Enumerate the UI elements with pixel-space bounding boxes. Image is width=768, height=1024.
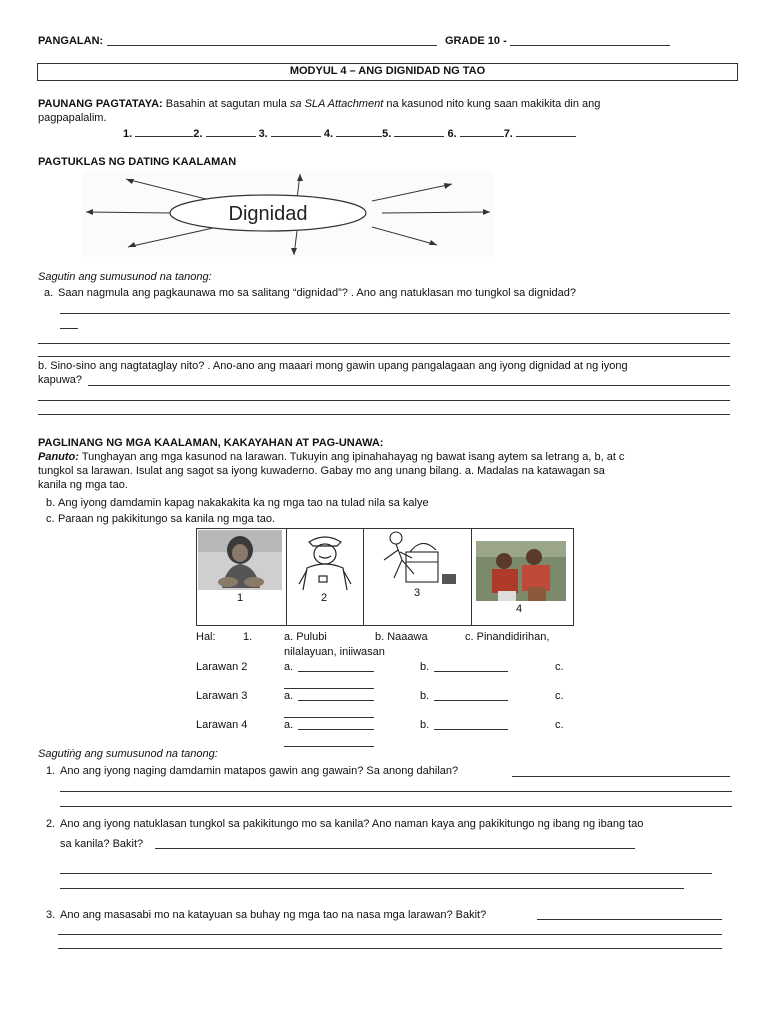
pretest-text-c: pagpapalalim. [38,112,107,124]
answer-line[interactable] [537,919,722,920]
name-label: PANGALAN: [38,35,104,47]
row-c: c. [555,690,564,702]
hal-num: 1. [243,631,253,643]
pretest-num: 1. [123,128,133,140]
row-a-field-cont[interactable] [284,688,374,689]
row-a-field[interactable] [298,700,374,701]
pretest-num: 2. [193,128,203,140]
pretest-blank[interactable] [206,126,256,137]
reflection-q2: Ano ang iyong natuklasan tungkol sa pakikitungo mo sa kanila? Ano naman kaya ang pakikitungo ng ibang ng ibang tao [60,818,644,830]
discovery-prompt: Sagutin ang sumusunod na tanong: [38,271,212,283]
row-a-field[interactable] [298,729,374,730]
pretest-text-b: na kasunod nito kung saan makikita din ang [386,98,601,110]
row-b: b. [420,690,430,702]
picture-number: 2 [321,592,328,604]
picture-4-boys [476,541,566,601]
panuto-label: Panuto: [38,451,79,463]
picture-3-scavenger [366,530,468,590]
panuto-line-2: tungkol sa larawan. Isulat ang sagot sa iyong kuwaderno. Gabay mo ang unang bilang. a. Madalas na katawagan sa [38,465,605,477]
row-b-field[interactable] [434,729,508,730]
item-c: Paraan ng pakikitungo sa kanila ng mga tao. [58,513,276,525]
pretest-label: PAUNANG PAGTATAYA: [38,98,163,110]
answer-line[interactable] [38,400,730,401]
larawan-row-label: Larawan 2 [196,661,248,673]
answer-line[interactable] [60,873,712,874]
answer-line[interactable] [60,313,730,314]
reflection-q1: Ano ang iyong naging damdamin matapos gawin ang gawain? Sa anong dahilan? [60,765,459,777]
question-b-cont: kapuwa? [38,374,83,386]
picture-number: 3 [414,587,421,599]
reflection-q1-num: 1. [46,765,56,777]
picture-2-boy [289,530,361,592]
row-c: c. [555,719,564,731]
row-a: a. [284,661,294,673]
picture-1-child [198,530,282,590]
development-heading: PAGLINANG NG MGA KAALAMAN, KAKAYAHAN AT PAG-UNAWA: [38,437,384,449]
center-word: Dignidad [228,203,308,225]
answer-line[interactable] [60,888,684,889]
reflection-q3-num: 3. [46,909,56,921]
question-b: b. Sino-sino ang nagtataglay nito? . Ano-ano ang maaari mong gawin upang pangalagaan ang iyong dignidad at ng iyong [38,360,628,372]
pretest-blank[interactable] [271,126,321,137]
item-b-letter: b. [46,497,56,509]
larawan-row-label: Larawan 3 [196,690,248,702]
pretest-answer-row [123,126,576,140]
row-b: b. [420,661,430,673]
pretest-num: 6. [447,128,457,140]
item-b: Ang iyong damdamin kapag nakakakita ka ng mga tao na tulad nila sa kalye [58,497,429,509]
pretest-blank[interactable] [460,126,504,137]
pretest-instructions [38,97,738,125]
reflection-prompt: Sagutiṅg ang sumusunod na tanong: [38,748,218,760]
hal-c: c. Pinandidirihan, [465,631,550,643]
name-field[interactable] [107,45,437,46]
picture-number: 4 [516,603,523,615]
answer-line[interactable] [512,776,730,777]
hal-b: b. Naaawa [375,631,428,643]
pretest-num: 7. [503,128,513,140]
module-title: MODYUL 4 – ANG DIGNIDAD NG TAO [289,65,486,77]
hal-c-cont: nilalayuan, iniiwasan [284,646,385,658]
question-a: Saan nagmula ang pagkaunawa mo sa salitang “dignidad”? . Ano ang natuklasan mo tungkol sa dignidad? [58,287,576,299]
answer-line[interactable] [60,806,732,807]
answer-line[interactable] [38,414,730,415]
row-b-field[interactable] [434,671,508,672]
answer-line[interactable] [38,343,730,344]
pretest-text-a: Basahin at sagutan mula [165,98,287,110]
reflection-q2-num: 2. [46,818,56,830]
pretest-blank[interactable] [516,126,576,137]
grade-field[interactable] [510,45,670,46]
row-a: a. [284,719,294,731]
panuto-line-1: Tunghayan ang mga kasunod na larawan. Tukuyin ang ipinahahayag ng bawat isang aytem sa letrang a, b, at c [81,451,625,463]
reflection-q2-cont: sa kanila? Bakit? [60,838,144,850]
discovery-heading: PAGTUKLAS NG DATING KAALAMAN [38,156,237,168]
dignidad-diagram [82,171,494,257]
answer-line[interactable] [58,934,722,935]
hal-a: a. Pulubi [284,631,327,643]
panuto-line-3: kanila ng mga tao. [38,479,128,491]
answer-line[interactable] [58,948,722,949]
question-a-letter: a. [44,287,54,299]
row-a-field[interactable] [298,671,374,672]
picture-divider [286,528,287,625]
item-c-letter: c. [46,513,55,525]
reflection-q3: Ano ang masasabi mo na katayuan sa buhay ng mga tao na nasa mga larawan? Bakit? [60,909,487,921]
larawan-row-label: Larawan 4 [196,719,248,731]
grade-label: GRADE 10 - [445,35,507,47]
pretest-num: 5. [382,128,392,140]
pretest-num: 4. [323,128,334,140]
picture-divider [363,528,364,625]
row-b-field[interactable] [434,700,508,701]
picture-divider [471,528,472,625]
answer-line[interactable] [38,356,730,357]
row-a-field-cont[interactable] [284,746,374,747]
picture-number: 1 [237,592,244,604]
panuto [38,450,738,492]
answer-line[interactable] [60,791,732,792]
row-a: a. [284,690,294,702]
pretest-text-sa: sa [289,98,302,110]
pretest-blank[interactable] [135,126,193,137]
row-c: c. [555,661,564,673]
row-a-field-cont[interactable] [284,717,374,718]
pretest-num: 3. [258,128,268,140]
pretest-blank[interactable] [394,126,444,137]
answer-line[interactable] [88,385,730,386]
pretest-text-sla: SLA Attachment [304,98,384,110]
pretest-blank[interactable] [336,126,382,137]
answer-line[interactable] [155,848,635,849]
answer-line[interactable] [60,328,78,329]
hal-label: Hal: [196,631,216,643]
row-b: b. [420,719,430,731]
